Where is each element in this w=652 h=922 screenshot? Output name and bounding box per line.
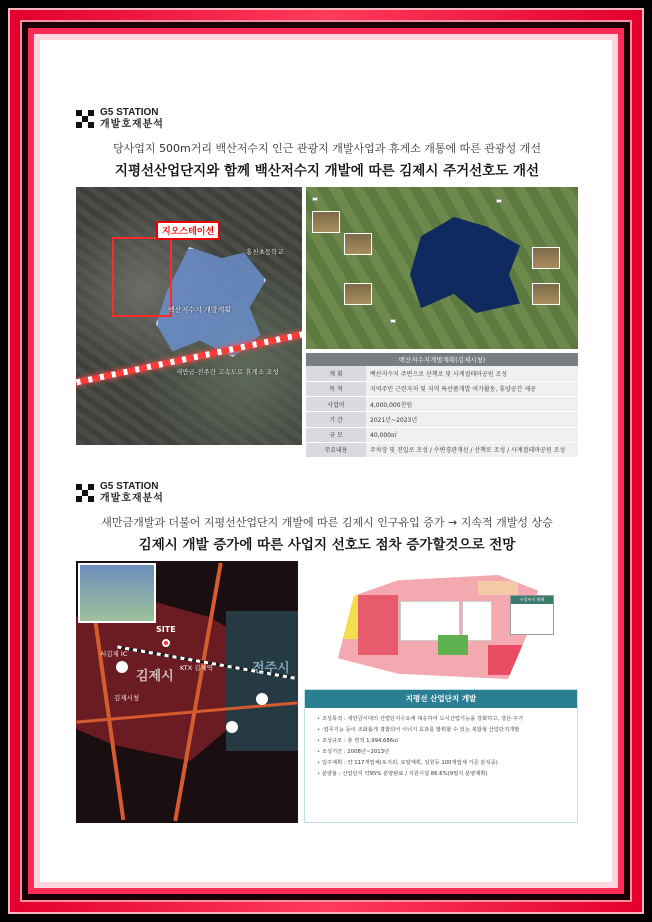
checker-logo-icon xyxy=(76,484,94,502)
section-reservoir xyxy=(76,106,578,455)
industrial-complex-card xyxy=(304,689,578,823)
reservoir-plan-map xyxy=(306,187,578,349)
reservoir-plan-table xyxy=(306,353,578,458)
row-label: 규 모 xyxy=(306,427,366,442)
aerial-site-map xyxy=(76,187,302,445)
photo-thumb xyxy=(312,211,340,233)
map-badge xyxy=(496,199,502,203)
photo-thumb xyxy=(344,283,372,305)
site-marker-icon xyxy=(162,639,170,647)
dev-detail-list xyxy=(305,708,577,780)
row-value: 백산저수지 주변으로 산책로 및 사계절테마공원 조성 xyxy=(366,366,578,381)
table-row xyxy=(306,442,578,457)
table-row xyxy=(306,427,578,442)
list-item: • 조성기간 : 2008년~2013년 xyxy=(317,747,567,758)
site-label: SITE xyxy=(156,625,176,634)
site-name-label: 지오스테이션 xyxy=(156,221,220,240)
legend-title: 사업부지 범례 xyxy=(511,596,553,604)
zone-legend xyxy=(510,595,554,635)
row-label: 목 적 xyxy=(306,381,366,396)
ic-marker-icon xyxy=(226,721,238,733)
section-title: 김제시 개발 증가에 따른 사업지 선호도 점차 증가할것으로 전망 xyxy=(138,537,516,553)
brand-header xyxy=(76,106,578,132)
row-label: 사업비 xyxy=(306,397,366,412)
row-value: 4,000,000천원 xyxy=(366,397,578,412)
reservoir-water xyxy=(410,217,520,313)
photo-thumb xyxy=(532,247,560,269)
list-item: • 분양율 : 산업단지 약95% 분양완료 / 지원시설 86.6%(9필지 분양계획) xyxy=(317,769,567,780)
row-value: 2021년~2023년 xyxy=(366,412,578,427)
ktx-label: KTX 김제역 xyxy=(180,664,214,672)
map-badge xyxy=(390,319,396,323)
list-item: • 조성규모 : 총 면적 1,994,686㎡ xyxy=(317,736,567,747)
row-label: 주요내용 xyxy=(306,442,366,457)
brand-name: G5 STATION xyxy=(100,107,159,118)
reservoir-area xyxy=(156,247,266,357)
section-subtitle: 새만금개발과 더불어 지평선산업단지 개발에 따른 김제시 인구유입 증가 → 지속적 개발성 상승 xyxy=(101,516,553,529)
ic-marker-icon xyxy=(256,693,268,705)
brand-subtitle: 개발호재분석 xyxy=(100,119,164,130)
industrial-inset-photo xyxy=(78,563,156,623)
row-label: 계 획 xyxy=(306,366,366,381)
city-hall-label: 김제시청 xyxy=(114,694,140,702)
section-title: 지평선산업단지와 함께 백산저수지 개발에 따른 김제시 주거선호도 개선 xyxy=(114,163,540,179)
list-item: • 입주계획 : 약 117개업체(토지외, 로얄계획, 일원등 100개업체 기준 분석중) xyxy=(317,758,567,769)
photo-thumb xyxy=(532,283,560,305)
row-value: 주차장 및 진입로 조성 / 수변경관개선 / 산책로 조성 / 사계절테마공원 조성 xyxy=(366,442,578,457)
table-row xyxy=(306,397,578,412)
site-outline xyxy=(112,237,172,317)
table-caption: 백산저수지개발계획(김제시청) xyxy=(306,353,578,366)
ic-marker-icon xyxy=(116,661,128,673)
checker-logo-icon xyxy=(76,110,94,128)
jeonju-city-name: 전주시 xyxy=(252,661,290,676)
brand-name: G5 STATION xyxy=(100,481,159,492)
row-value: 지역주민 근린자저 및 지역 특산품개발 여가활동, 휴양공간 제공 xyxy=(366,381,578,396)
list-item: • 조성목적 : 새만금시대의 산업단지수요에 대응하여 도시산업기능을 강화하고, 생산·주거 xyxy=(317,714,567,725)
industrial-zone-map xyxy=(338,575,538,679)
gimje-region-map xyxy=(76,561,298,823)
table-row xyxy=(306,366,578,381)
brand-subtitle: 개발호재분석 xyxy=(100,493,164,504)
gimje-city-name: 김제시 xyxy=(136,669,174,684)
photo-thumb xyxy=(344,233,372,255)
brand-header xyxy=(76,480,578,506)
school-label: 홍천초등학교 xyxy=(246,248,284,256)
table-row xyxy=(306,412,578,427)
reservoir-label: 백산저수지 개발계획 xyxy=(168,306,232,314)
list-item: • ·업무기능 등이 조화롭게 결합되어 시너지 효과를 발휘할 수 있는 복합형 산업단지개발 xyxy=(317,725,567,736)
highway-label: 새만금-전주간 고속도로 휴게소 조성 xyxy=(176,368,279,376)
map-badge xyxy=(312,197,318,201)
section-subtitle: 당사업지 500m거리 백산저수지 인근 관광지 개발사업과 휴게소 개통에 따른 관광성 개선 xyxy=(113,142,541,155)
row-value: 40,000㎡ xyxy=(366,427,578,442)
table-row xyxy=(306,381,578,396)
card-title: 지평선 산업단지 개발 xyxy=(305,690,577,708)
document-page xyxy=(40,40,612,882)
section-industrial xyxy=(76,480,578,823)
row-label: 기 간 xyxy=(306,412,366,427)
gimje-ic-label: 서김제 IC xyxy=(100,650,128,658)
